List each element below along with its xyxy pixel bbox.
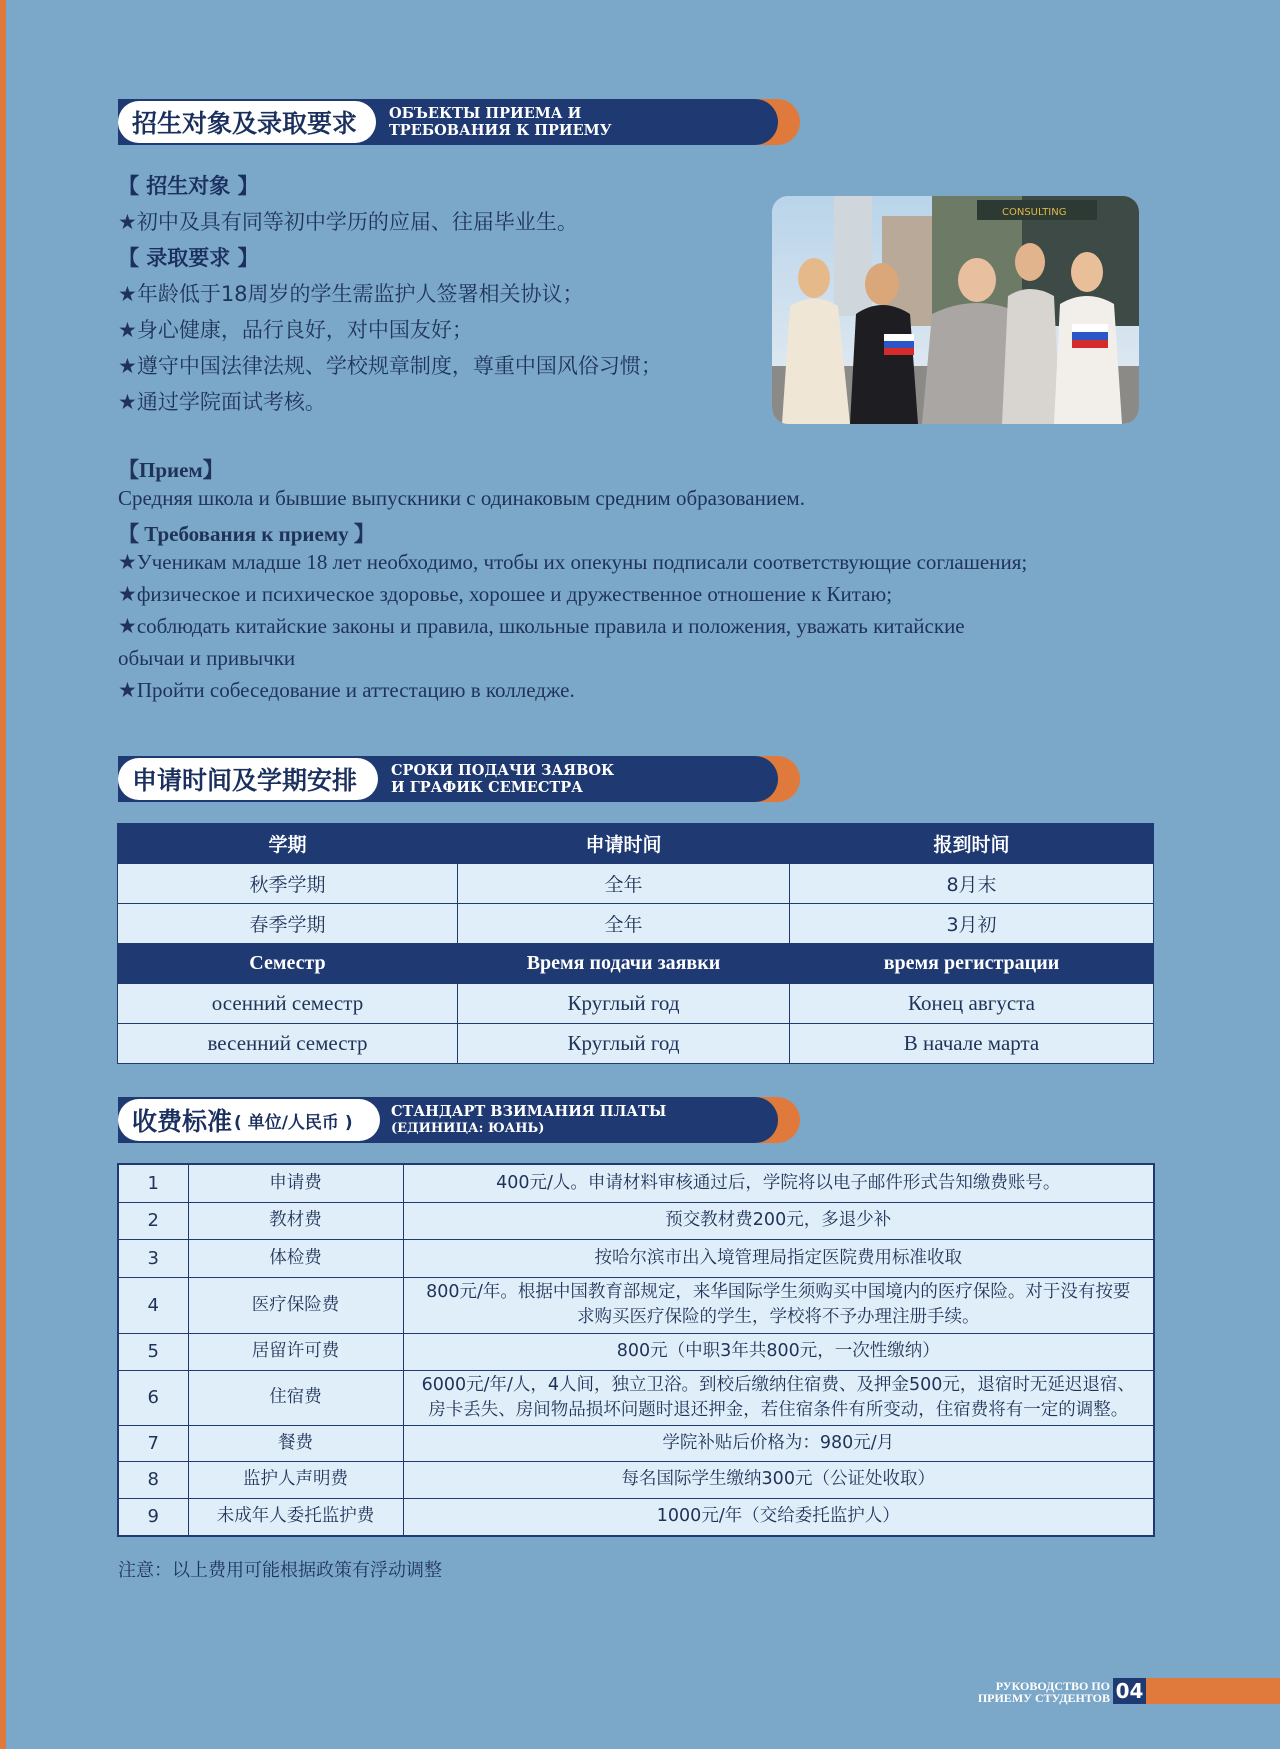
fee-row bbox=[118, 1461, 1154, 1498]
ru-heading-requirements: 【 Требования к приему 】 bbox=[118, 522, 375, 546]
fee-description bbox=[403, 1461, 1154, 1498]
section2-title-cn: 申请时间及学期安排 bbox=[118, 758, 378, 800]
fee-row bbox=[118, 1498, 1154, 1536]
fee-number: 5 bbox=[118, 1333, 188, 1370]
table-row bbox=[118, 904, 1154, 944]
fee-description-line: 预交教材费200元，多退少补 bbox=[665, 1210, 892, 1230]
fee-description-line: 房卡丢失、房间物品损坏问题时退还押金，若住宿条件有所变动，住宿费将有一定的调整。 bbox=[428, 1399, 1129, 1420]
cn-line-4: ★遵守中国法律法规、学校规章制度，尊重中国风俗习惯； bbox=[118, 354, 662, 378]
section1-title-ru: ОБЪЕКТЫ ПРИЕМА И ТРЕБОВАНИЯ К ПРИЕМУ bbox=[389, 105, 612, 139]
fee-row bbox=[118, 1164, 1154, 1202]
cn-line-3: ★身心健康，品行良好，对中国友好； bbox=[118, 318, 473, 342]
fee-item: 餐费 bbox=[188, 1425, 403, 1461]
fee-description bbox=[403, 1164, 1154, 1202]
section3-title-unit: ( 单位/人民币 ) bbox=[234, 1112, 353, 1133]
fee-description bbox=[403, 1370, 1154, 1425]
fee-description bbox=[403, 1277, 1154, 1333]
fee-description bbox=[403, 1498, 1154, 1536]
table-cell: В начале марта bbox=[790, 1024, 1154, 1064]
fee-note: 注意：以上费用可能根据政策有浮动调整 bbox=[118, 1560, 442, 1581]
section2-banner bbox=[118, 756, 800, 802]
fee-description-line: 800元/年。根据中国教育部规定，来华国际学生须购买中国境内的医疗保险。对于没有按要 bbox=[426, 1282, 1131, 1302]
header-cell: Семестр bbox=[118, 944, 458, 984]
header-cell: 学期 bbox=[118, 824, 458, 864]
fee-number: 7 bbox=[118, 1425, 188, 1461]
table-cell: 秋季学期 bbox=[118, 864, 458, 904]
fee-table bbox=[117, 1163, 1155, 1537]
table-cell: 全年 bbox=[458, 904, 790, 944]
cn-heading-applicants: 【 招生对象 】 bbox=[118, 174, 259, 198]
table-cell: Конец августа bbox=[790, 984, 1154, 1024]
fee-number: 4 bbox=[118, 1277, 188, 1333]
ru-line-4a: ★соблюдать китайские законы и правила, школьные правила и положения, уважать китайские bbox=[118, 614, 965, 638]
fee-number: 9 bbox=[118, 1498, 188, 1536]
section3-title-ru: СТАНДАРТ ВЗИМАНИЯ ПЛАТЫ (ЕДИНИЦА: ЮАНЬ) bbox=[391, 1103, 667, 1136]
fee-number: 2 bbox=[118, 1202, 188, 1239]
ru-heading-admission: 【Прием】 bbox=[118, 458, 224, 482]
section2-title-ru: СРОКИ ПОДАЧИ ЗАЯВОК И ГРАФИК СЕМЕСТРА bbox=[391, 762, 615, 796]
ru-line-2: ★Ученикам младше 18 лет необходимо, чтобы их опекуны подписали соответствующие соглашения; bbox=[118, 550, 1028, 574]
semester-header-cn bbox=[118, 824, 1154, 864]
fee-item: 未成年人委托监护费 bbox=[188, 1498, 403, 1536]
fee-item: 住宿费 bbox=[188, 1370, 403, 1425]
fee-row bbox=[118, 1202, 1154, 1239]
section1-banner bbox=[118, 99, 800, 145]
fee-description-line: 求购买医疗保险的学生，学校将不予办理注册手续。 bbox=[577, 1307, 980, 1327]
table-cell: 全年 bbox=[458, 864, 790, 904]
section3-title-cn: 收费标准 ( 单位/人民币 ) bbox=[118, 1099, 380, 1141]
fee-description-line: 800元（中职3年共800元，一次性缴纳） bbox=[616, 1341, 940, 1361]
left-accent-stripe bbox=[0, 0, 6, 1749]
fee-description bbox=[403, 1202, 1154, 1239]
header-cell: Время подачи заявки bbox=[458, 944, 790, 984]
semester-header-ru bbox=[118, 944, 1154, 984]
fee-number: 8 bbox=[118, 1461, 188, 1498]
students-photo bbox=[772, 196, 1139, 424]
fee-description bbox=[403, 1425, 1154, 1461]
ru-line-4b: обычаи и привычки bbox=[118, 646, 296, 670]
table-row bbox=[118, 984, 1154, 1024]
fee-number: 1 bbox=[118, 1164, 188, 1202]
fee-description bbox=[403, 1239, 1154, 1277]
section1-title-cn: 招生对象及录取要求 bbox=[118, 101, 376, 143]
footer-caption: РУКОВОДСТВО ПО ПРИЕМУ СТУДЕНТОВ bbox=[977, 1679, 1110, 1705]
header-cell: 报到时间 bbox=[790, 824, 1154, 864]
fee-description-line: 1000元/年（交给委托监护人） bbox=[656, 1506, 900, 1527]
ru-line-1: Средняя школа и бывшие выпускники с одинаковым средним образованием. bbox=[118, 486, 805, 510]
fee-item: 监护人声明费 bbox=[188, 1461, 403, 1498]
fee-row bbox=[118, 1277, 1154, 1333]
cn-line-2: ★年龄低于18周岁的学生需监护人签署相关协议； bbox=[118, 282, 584, 306]
fee-row bbox=[118, 1239, 1154, 1277]
fee-number: 6 bbox=[118, 1370, 188, 1425]
ru-line-5: ★Пройти собеседование и аттестацию в колледже. bbox=[118, 678, 575, 702]
cn-line-1: ★初中及具有同等初中学历的应届、往届毕业生。 bbox=[118, 210, 578, 234]
section3-banner bbox=[118, 1097, 800, 1143]
table-cell: 3月初 bbox=[790, 904, 1154, 944]
header-cell: время регистрации bbox=[790, 944, 1154, 984]
fee-item: 教材费 bbox=[188, 1202, 403, 1239]
fee-number: 3 bbox=[118, 1239, 188, 1277]
fee-row bbox=[118, 1370, 1154, 1425]
ru-line-3: ★физическое и психическое здоровье, хорошее и дружественное отношение к Китаю; bbox=[118, 582, 893, 606]
fee-row bbox=[118, 1333, 1154, 1370]
fee-item: 体检费 bbox=[188, 1239, 403, 1277]
fee-row bbox=[118, 1425, 1154, 1461]
table-cell: Круглый год bbox=[458, 1024, 790, 1064]
fee-item: 居留许可费 bbox=[188, 1333, 403, 1370]
fee-item: 医疗保险费 bbox=[188, 1277, 403, 1333]
page-number: 04 bbox=[1113, 1678, 1146, 1704]
table-row bbox=[118, 864, 1154, 904]
header-cell: 申请时间 bbox=[458, 824, 790, 864]
cn-heading-requirements: 【 录取要求 】 bbox=[118, 246, 259, 270]
photo-shop-sign: CONSULTING bbox=[1002, 207, 1067, 218]
fee-description-line: 按哈尔滨市出入境管理局指定医院费用标准收取 bbox=[594, 1247, 962, 1268]
fee-description-line: 400元/人。申请材料审核通过后，学院将以电子邮件形式告知缴费账号。 bbox=[496, 1172, 1061, 1193]
table-cell: осенний семестр bbox=[118, 984, 458, 1024]
table-cell: Круглый год bbox=[458, 984, 790, 1024]
table-cell: 8月末 bbox=[790, 864, 1154, 904]
fee-item: 申请费 bbox=[188, 1164, 403, 1202]
cn-line-5: ★通过学院面试考核。 bbox=[118, 390, 326, 414]
fee-description-line: 每名国际学生缴纳300元（公证处收取） bbox=[621, 1469, 935, 1489]
table-cell: весенний семестр bbox=[118, 1024, 458, 1064]
semester-table bbox=[117, 823, 1154, 1064]
fee-description bbox=[403, 1333, 1154, 1370]
fee-description-line: 学院补贴后价格为：980元/月 bbox=[662, 1432, 895, 1453]
fee-description-line: 6000元/年/人，4人间，独立卫浴。到校后缴纳住宿费、及押金500元，退宿时无延迟退宿、 bbox=[421, 1374, 1135, 1395]
table-row bbox=[118, 1024, 1154, 1064]
table-cell: 春季学期 bbox=[118, 904, 458, 944]
